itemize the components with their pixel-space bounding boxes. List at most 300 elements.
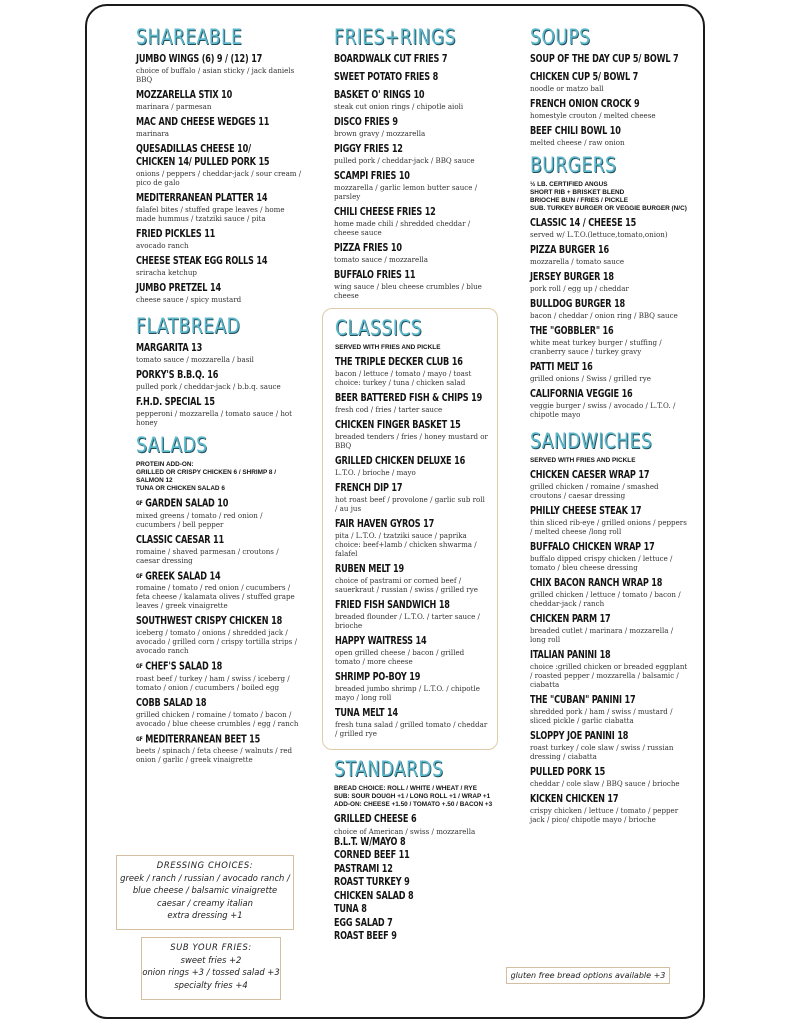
menu-item-title: BEER BATTERED FISH & CHIPS: [335, 392, 469, 404]
menu-item-name: [136, 342, 280, 355]
menu-item-title: GRILLED CHEESE: [334, 813, 409, 825]
menu-item-description: shredded pork / ham / swiss / mustard / sliced pickle / garlic ciabatta: [530, 707, 673, 725]
dressing-line: caesar / creamy italian: [157, 897, 253, 908]
menu-item-description: beets / spinach / feta cheese / walnuts / red onion / garlic / greek vinaigrette: [136, 746, 293, 764]
menu-item-price: 14: [209, 570, 221, 582]
menu-item-title: FRIED PICKLES: [136, 228, 202, 240]
standards-sub: [334, 785, 494, 809]
menu-item: [530, 694, 690, 725]
sub-fries-line: specialty fries +4: [174, 979, 248, 990]
menu-item-price: 17: [624, 694, 636, 706]
menu-item-description: fresh tuna salad / grilled tomato / cheddar / grilled rye: [335, 720, 488, 738]
flatbread-list: [136, 342, 304, 427]
menu-item-price: 16: [454, 455, 466, 467]
sandwiches-sub: SERVED WITH FRIES AND PICKLE: [530, 457, 636, 464]
menu-item-price: 19: [471, 392, 483, 404]
menu-item: [530, 505, 690, 536]
menu-item-price: 18: [438, 599, 450, 611]
menu-item-title: PULLED PORK: [530, 766, 592, 778]
menu-item: [334, 170, 494, 201]
menu-item-price: 17: [599, 613, 611, 625]
menu-item-description: mozzarella / tomato sauce: [530, 257, 625, 266]
menu-item: [530, 217, 690, 239]
sub-fries-title: SUB YOUR FRIES:: [170, 942, 252, 952]
menu-item: [530, 649, 690, 689]
menu-item: [334, 89, 494, 111]
menu-item-description: fresh cod / fries / tarter sauce: [335, 405, 443, 414]
menu-item-name: [334, 53, 472, 66]
menu-item-title: CALIFORNIA VEGGIE: [530, 388, 619, 400]
menu-item-description: pork roll / egg up / cheddar: [530, 284, 629, 293]
menu-item: [530, 71, 690, 93]
menu-item-name: [334, 876, 472, 890]
dressing-line: extra dressing +1: [167, 910, 243, 920]
menu-item-name: [335, 455, 467, 468]
menu-item-name: [335, 563, 467, 576]
menu-item-title: CHIX BACON RANCH WRAP: [530, 577, 649, 589]
menu-item-price: 18: [617, 730, 629, 742]
menu-item-name: [530, 271, 668, 284]
menu-item: [334, 143, 494, 165]
menu-item: [335, 356, 489, 387]
menu-item-price: 19: [409, 671, 421, 683]
section-title-burgers: BURGERS: [530, 153, 617, 177]
menu-item-price: CHEESE 10/: [200, 143, 251, 155]
menu-item: [335, 419, 489, 450]
menu-item-title: CHICKEN SALAD: [334, 889, 406, 902]
menu-item: [334, 206, 494, 237]
menu-item-price: 10: [413, 89, 425, 101]
menu-item-price: 17: [391, 482, 403, 494]
menu-item: [136, 342, 304, 364]
menu-item-title: PATTI MELT: [530, 361, 579, 373]
menu-item-name: [335, 707, 467, 720]
menu-item-title: DISCO FRIES: [334, 116, 390, 128]
menu-item-name: [530, 730, 668, 743]
dressing-line: blue cheese / balsamic vinaigrette: [132, 885, 278, 895]
menu-item-name: [530, 541, 668, 554]
menu-item: [334, 890, 494, 904]
classics-list: [335, 356, 489, 738]
menu-item-name: [334, 930, 472, 944]
menu-item: [530, 766, 690, 788]
menu-item-name: [136, 228, 280, 241]
menu-item-name: [530, 793, 668, 806]
menu-item-name: [530, 577, 668, 590]
burgers-sub-line: SUB. TURKEY BURGER OR VEGGIE BURGER (N/C): [530, 205, 687, 212]
standards-sub-line: BREAD CHOICE: ROLL / WHITE / WHEAT / RYE: [334, 785, 477, 792]
menu-item-title: TUNA: [334, 903, 359, 915]
menu-item: [334, 242, 494, 264]
menu-item-title: F.H.D. SPECIAL: [136, 396, 202, 408]
menu-item-price: 18: [651, 577, 663, 589]
menu-item-price: 6: [410, 813, 417, 825]
menu-item-name: [530, 766, 668, 779]
menu-item-name: [530, 53, 679, 66]
menu-item-price: 12: [391, 143, 403, 155]
menu-item-name: [530, 649, 668, 662]
menu-item-title: PHILLY CHEESE STEAK: [530, 505, 628, 517]
menu-item: [136, 369, 304, 391]
menu-item-name: [136, 570, 280, 584]
menu-item: [334, 917, 494, 931]
menu-item-price: 10: [398, 170, 410, 182]
menu-item-title: HAPPY WAITRESS: [335, 635, 413, 647]
menu-item: [530, 125, 690, 147]
salads-sub-line: PROTEIN ADD-ON:: [136, 461, 194, 468]
menu-item-title: PASTRAMI: [334, 862, 380, 875]
menu-item-price: 9: [392, 116, 398, 128]
salads-sub-line: GRILLED OR CRISPY CHICKEN 6 / SHRIMP 8 / SALMON 12: [136, 469, 277, 484]
menu-item-description: roast beef / turkey / ham / swiss / iceberg / tomato / onion / cucumbers / boiled egg: [136, 673, 290, 692]
menu-item-price: 10: [609, 125, 621, 137]
menu-item: [334, 53, 494, 66]
menu-item-name: [136, 660, 280, 674]
gluten-free-note: [506, 967, 670, 984]
menu-item-price: 17: [630, 505, 642, 517]
menu-item-description: homestyle crouton / melted cheese: [530, 111, 656, 120]
menu-item-name: [334, 813, 472, 827]
menu-item-title: SHRIMP PO-BOY: [335, 671, 407, 683]
menu-item: [530, 361, 690, 383]
menu-item-price: 10: [390, 242, 402, 254]
menu-item: [334, 876, 494, 890]
menu-item-price: 17: [638, 469, 650, 481]
menu-item-description: thin sliced rib-eye / grilled onions / peppers / melted cheese /long roll: [530, 518, 687, 536]
menu-item-title: EGG SALAD: [334, 916, 385, 929]
menu-item-title: MAC AND CHEESE WEDGES: [136, 116, 256, 128]
menu-item-description: choice of buffalo / asian sticky / jack daniels BBQ: [136, 66, 295, 84]
menu-item-name: [335, 599, 467, 612]
menu-item-description: romaine / tomato / red onion / cucumbers / feta cheese / kalamata olives / stuffed grape leaves / greek vinaigrette: [136, 583, 295, 610]
menu-item-title: CLASSIC: [530, 217, 567, 229]
menu-item: [334, 269, 494, 300]
menu-item-price: 16: [597, 244, 609, 256]
gluten-free-badge: GF: [136, 572, 143, 580]
menu-item-description: grilled onions / Swiss / grilled rye: [530, 374, 651, 383]
menu-item-price: 8: [408, 889, 414, 902]
menu-item-title: CHEESE STEAK EGG ROLLS: [136, 255, 254, 267]
menu-item: [136, 143, 304, 187]
menu-item-description: breaded flounder / L.T.O. / tarter sauce / brioche: [335, 612, 480, 630]
salads-list: [136, 497, 304, 764]
menu-item-name: [530, 469, 668, 482]
menu-item-description: choice of pastrami or corned beef / sauerkraut / russian / swiss / grilled rye: [335, 576, 478, 594]
menu-item-title: KICKEN CHICKEN: [530, 793, 605, 805]
menu-item-description: noodle or matzo ball: [530, 84, 604, 93]
menu-item-title: SOUTHWEST CRISPY CHICKEN: [136, 615, 269, 627]
menu-item-title: THE "CUBAN" PANINI: [530, 694, 622, 706]
menu-item-title: CLASSIC CAESAR: [136, 533, 211, 546]
menu-item-title: ITALIAN PANINI: [530, 649, 597, 661]
menu-item: [335, 455, 489, 477]
menu-item-name-continued: CHICKEN 14/ PULLED PORK 15: [136, 156, 270, 168]
menu-item-description: bacon / lettuce / tomato / mayo / toast choice: turkey / tuna / chicken salad: [335, 369, 472, 387]
column-middle: [334, 24, 494, 944]
section-title-fries-rings: FRIES+RINGS: [334, 25, 456, 49]
menu-item-description: roast turkey / cole slaw / swiss / russian dressing / ciabatta: [530, 743, 674, 761]
menu-item: [334, 836, 494, 850]
menu-item-title: CORNED BEEF: [334, 849, 397, 861]
menu-item-description: grilled chicken / romaine / smashed croutons / caesar dressing: [530, 482, 659, 500]
menu-item: [335, 635, 489, 666]
menu-item: [530, 388, 690, 419]
section-title-shareable: SHAREABLE: [136, 25, 243, 49]
menu-item-price: 13: [191, 342, 203, 354]
menu-item-name: [530, 505, 668, 518]
menu-item-name: [334, 89, 472, 102]
menu-item-price: 9: [404, 876, 410, 888]
salads-protein-addon: [136, 461, 304, 493]
standards-sub-line: ADD-ON: CHEESE +1.50 / TOMATO +.50 / BACON +3: [334, 801, 493, 808]
menu-item-name: [335, 392, 483, 405]
section-title-sandwiches: SANDWICHES: [530, 429, 653, 453]
menu-item-description: crispy chicken / lettuce / tomato / pepper jack / pico/ chipotle mayo / brioche: [530, 806, 679, 824]
menu-item-description: mixed greens / tomato / red onion / cucumbers / bell pepper: [136, 510, 263, 529]
menu-item: [334, 863, 494, 877]
menu-item-title: BUFFALO FRIES: [334, 269, 402, 281]
menu-item-title: CHILI CHEESE FRIES: [334, 206, 423, 218]
menu-item-description: cheese sauce / spicy mustard: [136, 295, 242, 304]
menu-item: [530, 98, 690, 120]
menu-item-name: [530, 71, 668, 84]
menu-item-name: [530, 613, 668, 626]
menu-item: [530, 469, 690, 500]
menu-item-description: choice :grilled chicken or breaded eggplant / roasted pepper / mozzarella / balsamic / ciabatta: [530, 662, 688, 689]
menu-item-name: [530, 325, 668, 338]
menu-item-description: grilled chicken / lettuce / tomato / bacon / cheddar-jack / ranch: [530, 590, 681, 608]
menu-item: [335, 707, 489, 738]
gluten-free-badge: GF: [136, 663, 143, 670]
menu-item-description: bacon / cheddar / onion ring / BBQ sauce: [530, 311, 678, 320]
gluten-free-badge: GF: [136, 735, 143, 743]
menu-item-description: breaded cutlet / marinara / mozzarella / long roll: [530, 626, 674, 644]
menu-item-name: [334, 269, 472, 282]
menu-item-name: [136, 733, 280, 747]
menu-item-name: [530, 361, 668, 374]
menu-item: [530, 613, 690, 644]
menu-item-name: [530, 694, 668, 707]
menu-item-title: TUNA MELT: [335, 707, 385, 719]
menu-item-price: 18: [211, 660, 223, 673]
section-title-standards: STANDARDS: [334, 757, 444, 781]
standards-list: [334, 813, 494, 944]
menu-item-title: BEEF CHILI BOWL: [530, 125, 608, 137]
menu-item-title: CHICKEN CAESER WRAP: [530, 469, 636, 481]
menu-item-description: onions / peppers / cheddar-jack / sour cream / pico de galo: [136, 169, 302, 187]
menu-item-description: tomato sauce / mozzarella: [334, 255, 429, 264]
menu-item-name: [136, 396, 280, 409]
menu-item-price: 7: [441, 53, 448, 65]
menu-item-description: hot roast beef / provolone / garlic sub roll / au jus: [335, 495, 485, 513]
burgers-list: [530, 217, 690, 419]
menu-item-name: [136, 255, 280, 268]
sub-fries-line: onion rings +3 / tossed salad +3: [142, 967, 280, 977]
menu-item-title: PIGGY FRIES: [334, 143, 390, 155]
salads-sub-line: TUNA OR CHICKEN SALAD 6: [136, 485, 225, 492]
menu-item-title: BULLDOG BURGER: [530, 298, 612, 310]
classics-box: [322, 308, 498, 750]
menu-item-name: [334, 917, 472, 931]
menu-item-title: MOZZARELLA STIX: [136, 89, 219, 101]
menu-item: [136, 615, 304, 655]
menu-item-price: 12: [381, 862, 393, 875]
menu-item: [136, 396, 304, 427]
menu-item-name: [334, 116, 472, 129]
dressing-line: greek / ranch / russian / avocado ranch /: [120, 872, 290, 883]
menu-item-price: 17: [607, 793, 619, 805]
menu-item-title: CHICKEN PARM: [530, 613, 597, 625]
menu-item-name: [136, 697, 280, 710]
menu-item-price: 18: [599, 649, 611, 661]
menu-item: [530, 730, 690, 761]
menu-item: [136, 53, 304, 84]
dressing-choices-box: [116, 855, 294, 930]
menu-item-price: 11: [258, 116, 270, 128]
menu-item-description: breaded jumbo shrimp / L.T.O. / chipotle mayo / long roll: [335, 684, 480, 702]
menu-item-price: 19: [393, 563, 404, 575]
menu-item-price: 14: [415, 635, 427, 647]
menu-item-price: CUP 5/ BOWL 7: [612, 53, 679, 65]
menu-item-description: mozzarella / garlic lemon butter sauce / parsley: [334, 183, 478, 201]
menu-item-name: [530, 217, 668, 230]
menu-item: [136, 497, 304, 529]
menu-item-title: SWEET POTATO FRIES: [334, 71, 430, 83]
menu-item-price: 8: [399, 835, 406, 848]
section-title-classics: CLASSICS: [335, 316, 422, 340]
menu-item-price: 10: [221, 89, 233, 101]
menu-item: [136, 192, 304, 223]
menu-item: [335, 482, 489, 513]
sandwiches-list: [530, 469, 690, 824]
menu-item-title: CHEF'S SALAD: [145, 660, 209, 673]
menu-item-price: 12: [424, 206, 436, 218]
menu-item-price: 9: [633, 98, 640, 110]
menu-item-title: GREEK SALAD: [145, 570, 207, 582]
menu-item-title: MEDITERRANEAN PLATTER: [136, 192, 254, 204]
menu-item: [136, 255, 304, 277]
menu-item-title: SOUP OF THE DAY: [530, 53, 610, 65]
menu-item-name: [136, 143, 280, 156]
menu-item: [530, 244, 690, 266]
menu-item-description: veggie burger / swiss / avocado / L.T.O. / chipotle mayo: [530, 401, 676, 419]
menu-item-price: 11: [398, 849, 410, 861]
standards-sub-line: SUB: SOUR DOUGH +1 / LONG ROLL +1 / WRAP +1: [334, 793, 491, 800]
menu-item: [530, 577, 690, 608]
menu-item-price: 18: [602, 271, 614, 283]
menu-item: [334, 813, 494, 836]
menu-item: [335, 671, 489, 702]
menu-item-name: [334, 863, 472, 877]
menu-item-title: SCAMPI FRIES: [334, 170, 397, 182]
menu-item-description: avocado ranch: [136, 241, 189, 250]
menu-item-description: sriracha ketchup: [136, 268, 197, 277]
sub-fries-line: sweet fries +2: [180, 954, 242, 965]
menu-item: [335, 518, 489, 558]
menu-item: [335, 392, 489, 414]
menu-item-price: 16: [621, 388, 633, 400]
menu-item-description: served w/ L.T.O.(lettuce,tomato,onion): [530, 230, 668, 239]
menu-item-description: steak cut onion rings / chipotle aioli: [334, 102, 464, 111]
menu-item: [530, 793, 690, 824]
menu-item-title: CHICKEN FINGER BASKET: [335, 419, 448, 431]
dressing-choices-title: DRESSING CHOICES:: [156, 860, 254, 870]
column-left: [136, 24, 304, 769]
menu-item-name: [530, 244, 668, 257]
fries-rings-list: [334, 53, 494, 300]
menu-item-name: [334, 849, 472, 863]
menu-item-name: [136, 282, 280, 295]
menu-item-title: THE TRIPLE DECKER CLUB: [335, 356, 450, 368]
sub-your-fries-box: [141, 937, 281, 1000]
menu-item-title: ROAST TURKEY: [334, 876, 402, 888]
menu-item-name: [136, 369, 280, 382]
menu-item-title: GRILLED CHICKEN DELUXE: [335, 455, 452, 467]
classics-sub: SERVED WITH FRIES AND PICKLE: [335, 344, 441, 351]
menu-item-description: pita / L.T.O. / tzatziki sauce / paprika choice: beef+lamb / chicken shwarma / falafel: [335, 531, 477, 558]
menu-item-price: 11: [212, 533, 224, 546]
menu-item-description: grilled chicken / romaine / tomato / bacon / avocado / blue cheese crumbles / egg / ranch: [136, 709, 299, 728]
menu-item-name: [530, 298, 668, 311]
menu-item-price: 10: [217, 497, 229, 510]
burgers-sub: [530, 181, 690, 213]
menu-item-price: 15: [449, 419, 461, 431]
menu-item-description: choice of American / swiss / mozzarella: [334, 826, 476, 836]
menu-item-description: wing sauce / bleu cheese crumbles / blue cheese: [334, 282, 482, 300]
menu-item-price: 16: [581, 361, 593, 373]
menu-item: [136, 534, 304, 565]
menu-item-title: PIZZA BURGER: [530, 244, 596, 256]
menu-item-price: 14: [387, 707, 398, 719]
burgers-sub-line: SHORT RIB + BRISKET BLEND: [530, 189, 625, 196]
menu-item-description: melted cheese / raw onion: [530, 138, 625, 147]
menu-item-price: 8: [432, 71, 439, 83]
menu-item: [334, 930, 494, 944]
menu-item-description: home made chili / shredded cheddar / cheese sauce: [334, 219, 471, 237]
menu-item-description: marinara: [136, 129, 170, 138]
section-title-flatbread: FLATBREAD: [136, 314, 241, 338]
menu-item: [136, 282, 304, 304]
menu-item-description: open grilled cheese / bacon / grilled tomato / more cheese: [335, 648, 465, 666]
column-right: [530, 24, 690, 829]
menu-item-name: [136, 116, 280, 129]
menu-item-price: 16: [207, 369, 219, 381]
burgers-sub-line: BRIOCHE BUN / FRIES / PICKLE: [530, 197, 628, 204]
menu-item-title: PORKY'S B.B.Q.: [136, 369, 205, 381]
menu-item-name: [136, 89, 280, 102]
menu-item-description: buffalo dipped crispy chicken / lettuce / tomato / bleu cheese dressing: [530, 554, 673, 572]
menu-item-title: SLOPPY JOE PANINI: [530, 730, 615, 742]
menu-item-title: QUESADILLAS: [136, 143, 198, 155]
menu-item-title: JERSEY BURGER: [530, 271, 601, 283]
section-title-soups: SOUPS: [530, 25, 591, 49]
menu-item-title: PIZZA FRIES: [334, 242, 389, 254]
menu-item-price: 18: [195, 696, 207, 709]
menu-item-name: [530, 98, 668, 111]
menu-item-description: iceberg / tomato / onions / shredded jack / avocado / grilled corn / crispy tortilla strips / avocado ranch: [136, 628, 297, 655]
menu-item-price: 14: [256, 192, 268, 204]
menu-item: [530, 53, 690, 66]
section-title-salads: SALADS: [136, 433, 208, 457]
menu-item-price: 15: [203, 396, 215, 408]
menu-item-name: [334, 143, 472, 156]
menu-item-description: pulled pork / cheddar-jack / BBQ sauce: [334, 156, 475, 165]
menu-item-title: JUMBO WINGS: [136, 53, 200, 65]
menu-item: [530, 298, 690, 320]
menu-item-title: FRIED FISH SANDWICH: [335, 599, 437, 611]
menu-item-title: BOARDWALK CUT FRIES: [334, 53, 440, 65]
menu-item-title: COBB SALAD: [136, 696, 193, 709]
